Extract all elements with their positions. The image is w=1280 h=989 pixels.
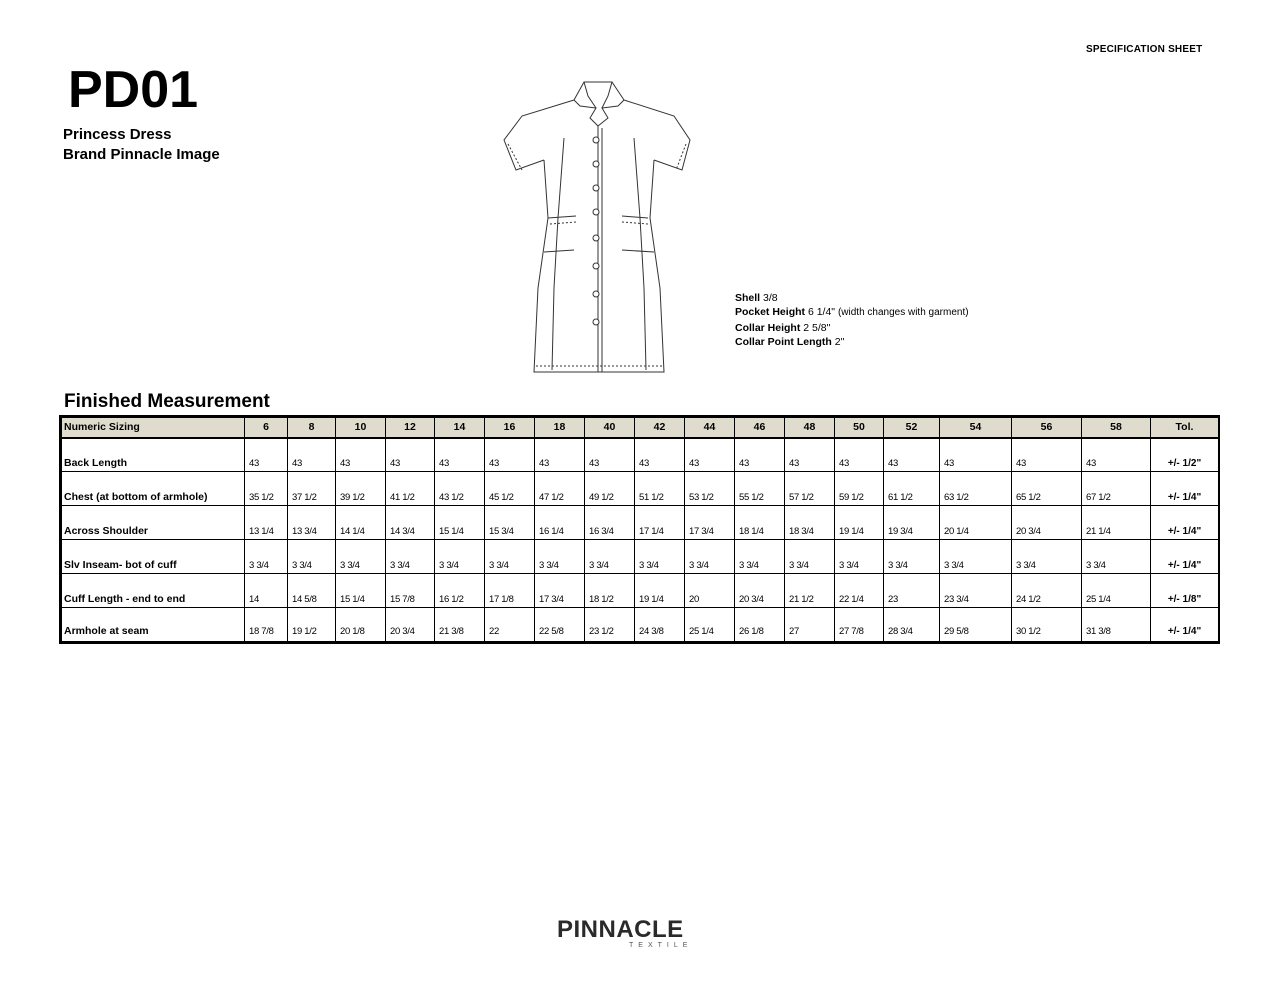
measurement-cell: 22 1/4 bbox=[835, 574, 884, 608]
table-row bbox=[62, 438, 1219, 472]
row-label: Back Length bbox=[62, 438, 245, 472]
measurement-cell: 18 7/8 bbox=[245, 608, 288, 642]
measurement-cell: 3 3/4 bbox=[585, 540, 635, 574]
row-label: Cuff Length - end to end bbox=[62, 574, 245, 608]
measurement-cell: 25 1/4 bbox=[685, 608, 735, 642]
table-row bbox=[62, 506, 1219, 540]
logo-sub: TEXTILE bbox=[629, 942, 693, 949]
header-size: 6 bbox=[245, 418, 288, 438]
measurement-cell: 43 1/2 bbox=[435, 472, 485, 506]
measurement-cell: 23 1/2 bbox=[585, 608, 635, 642]
measurement-cell: 17 1/8 bbox=[485, 574, 535, 608]
header-size: 56 bbox=[1012, 418, 1082, 438]
style-name: Princess Dress bbox=[63, 126, 172, 143]
style-description bbox=[63, 125, 220, 165]
measurement-cell: 22 5/8 bbox=[535, 608, 585, 642]
measurement-cell: 3 3/4 bbox=[884, 540, 940, 574]
measurement-cell: 3 3/4 bbox=[835, 540, 884, 574]
header-size: 44 bbox=[685, 418, 735, 438]
measurement-cell: 49 1/2 bbox=[585, 472, 635, 506]
measurement-cell: 43 bbox=[535, 438, 585, 472]
measurement-cell: 27 bbox=[785, 608, 835, 642]
tolerance-cell: +/- 1/2" bbox=[1151, 438, 1219, 472]
measurement-cell: 21 1/4 bbox=[1082, 506, 1151, 540]
measurement-cell: 20 3/4 bbox=[1012, 506, 1082, 540]
measurement-cell: 43 bbox=[635, 438, 685, 472]
measurement-cell: 21 1/2 bbox=[785, 574, 835, 608]
measurement-cell: 29 5/8 bbox=[940, 608, 1012, 642]
measurement-cell: 19 1/4 bbox=[635, 574, 685, 608]
measurement-cell: 18 1/4 bbox=[735, 506, 785, 540]
header-size: 18 bbox=[535, 418, 585, 438]
measurement-cell: 25 1/4 bbox=[1082, 574, 1151, 608]
tolerance-cell: +/- 1/4" bbox=[1151, 506, 1219, 540]
table-row bbox=[62, 472, 1219, 506]
measurement-cell: 45 1/2 bbox=[485, 472, 535, 506]
spec-row: Shell 3/8 bbox=[735, 292, 778, 304]
measurement-cell: 15 7/8 bbox=[386, 574, 435, 608]
measurement-cell: 19 3/4 bbox=[884, 506, 940, 540]
measurement-cell: 3 3/4 bbox=[386, 540, 435, 574]
style-code: PD01 bbox=[68, 61, 199, 119]
measurement-table bbox=[59, 415, 1220, 644]
measurement-cell: 27 7/8 bbox=[835, 608, 884, 642]
measurement-cell: 43 bbox=[735, 438, 785, 472]
measurement-cell: 43 bbox=[245, 438, 288, 472]
measurement-cell: 3 3/4 bbox=[535, 540, 585, 574]
brand-line: Brand Pinnacle Image bbox=[63, 146, 220, 163]
header-size: 50 bbox=[835, 418, 884, 438]
measurement-cell: 20 3/4 bbox=[735, 574, 785, 608]
section-title: Finished Measurement bbox=[64, 391, 270, 412]
table-row bbox=[62, 540, 1219, 574]
measurement-cell: 61 1/2 bbox=[884, 472, 940, 506]
header-size: 40 bbox=[585, 418, 635, 438]
measurement-cell: 39 1/2 bbox=[336, 472, 386, 506]
header-size: 46 bbox=[735, 418, 785, 438]
measurement-cell: 63 1/2 bbox=[940, 472, 1012, 506]
measurement-cell: 18 3/4 bbox=[785, 506, 835, 540]
measurement-cell: 20 1/8 bbox=[336, 608, 386, 642]
measurement-cell: 20 1/4 bbox=[940, 506, 1012, 540]
table-row bbox=[62, 608, 1219, 642]
measurement-cell: 20 bbox=[685, 574, 735, 608]
measurement-cell: 26 1/8 bbox=[735, 608, 785, 642]
measurement-cell: 3 3/4 bbox=[940, 540, 1012, 574]
measurement-cell: 43 bbox=[884, 438, 940, 472]
measurement-cell: 14 bbox=[245, 574, 288, 608]
measurement-cell: 3 3/4 bbox=[485, 540, 535, 574]
spec-sheet-label: SPECIFICATION SHEET bbox=[1086, 44, 1203, 55]
header-size: 58 bbox=[1082, 418, 1151, 438]
measurement-cell: 17 1/4 bbox=[635, 506, 685, 540]
spec-row: Collar Point Length 2" bbox=[735, 336, 845, 349]
tolerance-cell: +/- 1/8" bbox=[1151, 574, 1219, 608]
measurement-cell: 22 bbox=[485, 608, 535, 642]
measurement-cell: 15 1/4 bbox=[336, 574, 386, 608]
construction-specs bbox=[735, 291, 969, 350]
measurement-cell: 28 3/4 bbox=[884, 608, 940, 642]
measurement-cell: 23 bbox=[884, 574, 940, 608]
measurement-cell: 20 3/4 bbox=[386, 608, 435, 642]
measurement-cell: 3 3/4 bbox=[635, 540, 685, 574]
measurement-cell: 24 3/8 bbox=[635, 608, 685, 642]
measurement-cell: 15 1/4 bbox=[435, 506, 485, 540]
measurement-cell: 14 3/4 bbox=[386, 506, 435, 540]
header-numeric-sizing: Numeric Sizing bbox=[62, 418, 245, 438]
measurement-cell: 17 3/4 bbox=[535, 574, 585, 608]
measurement-cell: 51 1/2 bbox=[635, 472, 685, 506]
header-size: 52 bbox=[884, 418, 940, 438]
measurement-cell: 43 bbox=[585, 438, 635, 472]
measurement-cell: 19 1/2 bbox=[288, 608, 336, 642]
measurement-cell: 41 1/2 bbox=[386, 472, 435, 506]
header-size: 54 bbox=[940, 418, 1012, 438]
table-row bbox=[62, 574, 1219, 608]
measurement-cell: 43 bbox=[785, 438, 835, 472]
header-tolerance: Tol. bbox=[1151, 418, 1219, 438]
measurement-cell: 43 bbox=[1082, 438, 1151, 472]
row-label: Chest (at bottom of armhole) bbox=[62, 472, 245, 506]
tolerance-cell: +/- 1/4" bbox=[1151, 472, 1219, 506]
measurement-cell: 24 1/2 bbox=[1012, 574, 1082, 608]
row-label: Armhole at seam bbox=[62, 608, 245, 642]
measurement-cell: 16 1/4 bbox=[535, 506, 585, 540]
measurement-cell: 37 1/2 bbox=[288, 472, 336, 506]
measurement-cell: 35 1/2 bbox=[245, 472, 288, 506]
header-size: 48 bbox=[785, 418, 835, 438]
measurement-cell: 3 3/4 bbox=[685, 540, 735, 574]
measurement-cell: 30 1/2 bbox=[1012, 608, 1082, 642]
measurement-cell: 47 1/2 bbox=[535, 472, 585, 506]
measurement-cell: 43 bbox=[835, 438, 884, 472]
tolerance-cell: +/- 1/4" bbox=[1151, 540, 1219, 574]
measurement-cell: 14 1/4 bbox=[336, 506, 386, 540]
measurement-cell: 3 3/4 bbox=[245, 540, 288, 574]
measurement-cell: 3 3/4 bbox=[336, 540, 386, 574]
measurement-cell: 3 3/4 bbox=[1012, 540, 1082, 574]
measurement-cell: 13 3/4 bbox=[288, 506, 336, 540]
measurement-cell: 16 1/2 bbox=[435, 574, 485, 608]
tolerance-cell: +/- 1/4" bbox=[1151, 608, 1219, 642]
measurement-cell: 43 bbox=[336, 438, 386, 472]
measurement-cell: 3 3/4 bbox=[1082, 540, 1151, 574]
header-size: 42 bbox=[635, 418, 685, 438]
measurement-cell: 55 1/2 bbox=[735, 472, 785, 506]
measurement-cell: 19 1/4 bbox=[835, 506, 884, 540]
measurement-cell: 3 3/4 bbox=[435, 540, 485, 574]
header-size: 12 bbox=[386, 418, 435, 438]
pinnacle-logo bbox=[557, 916, 697, 956]
spec-row: Pocket Height 6 1/4" (width changes with garment) bbox=[735, 306, 969, 319]
spec-row: Collar Height 2 5/8" bbox=[735, 321, 831, 334]
logo-main: PINNACLE bbox=[557, 916, 684, 943]
measurement-cell: 43 bbox=[288, 438, 336, 472]
measurement-cell: 43 bbox=[940, 438, 1012, 472]
header-size: 16 bbox=[485, 418, 535, 438]
dress-technical-drawing bbox=[498, 78, 694, 378]
header-size: 10 bbox=[336, 418, 386, 438]
header-size: 8 bbox=[288, 418, 336, 438]
measurement-cell: 16 3/4 bbox=[585, 506, 635, 540]
measurement-cell: 43 bbox=[1012, 438, 1082, 472]
row-label: Slv Inseam- bot of cuff bbox=[62, 540, 245, 574]
row-label: Across Shoulder bbox=[62, 506, 245, 540]
measurement-cell: 31 3/8 bbox=[1082, 608, 1151, 642]
measurement-cell: 3 3/4 bbox=[288, 540, 336, 574]
measurement-cell: 67 1/2 bbox=[1082, 472, 1151, 506]
measurement-cell: 21 3/8 bbox=[435, 608, 485, 642]
measurement-cell: 17 3/4 bbox=[685, 506, 735, 540]
measurement-cell: 53 1/2 bbox=[685, 472, 735, 506]
measurement-cell: 3 3/4 bbox=[735, 540, 785, 574]
measurement-cell: 59 1/2 bbox=[835, 472, 884, 506]
measurement-cell: 14 5/8 bbox=[288, 574, 336, 608]
measurement-cell: 43 bbox=[435, 438, 485, 472]
table-header-row bbox=[62, 418, 1219, 438]
measurement-cell: 43 bbox=[485, 438, 535, 472]
measurement-cell: 18 1/2 bbox=[585, 574, 635, 608]
measurement-cell: 65 1/2 bbox=[1012, 472, 1082, 506]
header-size: 14 bbox=[435, 418, 485, 438]
measurement-cell: 23 3/4 bbox=[940, 574, 1012, 608]
measurement-cell: 43 bbox=[386, 438, 435, 472]
measurement-cell: 3 3/4 bbox=[785, 540, 835, 574]
measurement-cell: 13 1/4 bbox=[245, 506, 288, 540]
measurement-cell: 43 bbox=[685, 438, 735, 472]
measurement-cell: 15 3/4 bbox=[485, 506, 535, 540]
measurement-cell: 57 1/2 bbox=[785, 472, 835, 506]
